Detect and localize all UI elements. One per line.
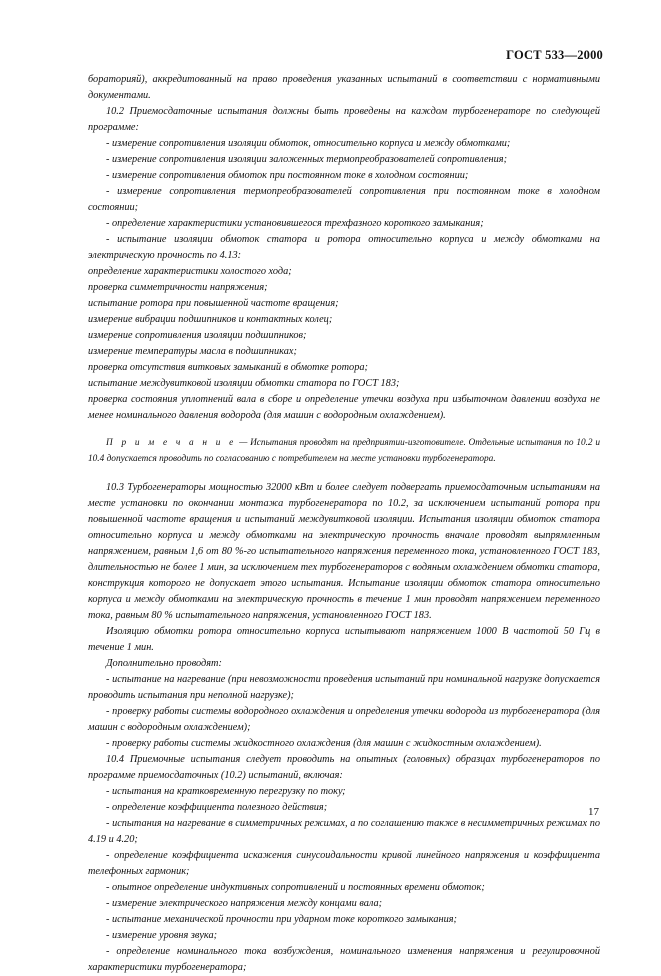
list-item: - испытания на кратковременную перегрузку по току; [106,786,346,797]
list-item: - измерение сопротивления изоляции обмоток, относительно корпуса и между обмотками; [106,138,511,149]
list-item: - определение коэффициента полезного действия; [106,802,328,813]
list-item: - проверку работы системы водородного охлаждения и определения утечки водорода из турбогенератора (для машин с водородным охлаждением); [88,706,600,733]
list-item: испытание ротора при повышенной частоте вращения; [88,298,339,309]
list-item: - испытания на нагревание в симметричных режимах, а по соглашению также в несимметричных режимах по 4.19 и 4.20; [88,818,600,845]
list-item: - измерение уровня звука; [106,930,218,941]
list-item: - испытание на нагревание (при невозможности проведения испытаний при номинальной нагрузке допускается проводить испытания при неполной нагрузке); [88,674,600,701]
list-item: - определение коэффициента искажения синусоидальности кривой линейного напряжения и коэффициента телефонных гармоник; [88,850,600,877]
document-header: ГОСТ 533—2000 [506,48,603,62]
list-item: проверка симметричности напряжения; [88,282,268,293]
list-item: проверка состояния уплотнений вала в сборе и определение утечки воздуха при избыточном давлении воздуха не менее номинального давления водорода (для машин с водородным охлаждением). [88,394,600,421]
list-item: - измерение сопротивления термопреобразователей сопротивления при постоянном токе в холодном состоянии; [88,186,600,213]
list-item: - измерение электрического напряжения между концами вала; [106,898,383,909]
list-item: определение характеристики холостого хода; [88,266,292,277]
list-item: измерение температуры масла в подшипниках; [88,346,297,357]
page-body [88,72,600,976]
paragraph: 10.4 Приемочные испытания следует проводить на опытных (головных) образцах турбогенераторов по программе приемосдаточных (10.2) испытаний, включая: [88,754,600,781]
list-item: испытание междувитковой изоляции обмотки статора по ГОСТ 183; [88,378,400,389]
page-number: 17 [588,806,599,818]
list-item: измерение сопротивления изоляции подшипников; [88,330,307,341]
paragraph: Дополнительно проводят: [106,658,222,669]
list-item: измерение вибрации подшипников и контактных колец; [88,314,333,325]
list-item: - измерение сопротивления обмоток при постоянном токе в холодном состоянии; [106,170,469,181]
list-item: - испытание механической прочности при ударном токе короткого замыкания; [106,914,457,925]
list-item: - определение характеристики установившегося трехфазного короткого замыкания; [106,218,484,229]
list-item: - опытное определение индуктивных сопротивлений и постоянных времени обмоток; [106,882,485,893]
paragraph: 10.2 Приемосдаточные испытания должны быть проведены на каждом турбогенераторе по следующей программе: [88,106,600,133]
paragraph: Изоляцию обмотки ротора относительно корпуса испытывают напряжением 1000 В частотой 50 Гц в течение 1 мин. [88,626,600,653]
paragraph: бораторияй), аккредитованный на право проведения указанных испытаний в соответствии с нормативными документами. [88,74,600,101]
list-item: - проверку работы системы жидкостного охлаждения (для машин с жидкостным охлаждением). [106,738,542,749]
list-item: - испытание изоляции обмоток статора и ротора относительно корпуса и между обмотками на электрическую прочность по 4.13: [88,234,600,261]
list-item: - определение номинального тока возбуждения, номинального изменения напряжения и регулировочной характеристики турбогенератора; [88,946,600,973]
paragraph: 10.3 Турбогенераторы мощностью 32000 кВт и более следует подвергать приемосдаточным испытаниям на месте установки по окончании монтажа турбогенератора по 10.2, за исключением испытаний ротора при повышенной частоте вращения и испытаний междувитковой изоляции. Испытания изоляции обмоток статора относительно корпуса и между обмотками на электрическую прочность вначале проводят выпрямленным напряжением, равным 1,6 от 80 %-го испытательного напряжения переменного тока, установленного ГОСТ 183, длительностью не более 1 мин, за исключением тех турбогенераторов с водяным охлаждением обмотки статора, конструкция которого не допускает этого испытания. Испытание изоляции обмоток статора относительно корпуса и между обмотками на электрическую прочность в течение 1 мин проводят напряжением переменного тока, равным 80 % испытательного напряжения, установленного ГОСТ 183. [88,482,600,621]
note [88,435,600,467]
list-item: проверка отсутствия витковых замыканий в обмотке ротора; [88,362,368,373]
note-text: — Испытания проводят на предприятии-изготовителе. Отдельные испытания по 10.2 и 10.4 допускается проводить по согласованию с потребителем на месте установки турбогенератора. [88,438,600,464]
note-label: П р и м е ч а н и е [106,438,237,448]
list-item: - измерение сопротивления изоляции заложенных термопреобразователей сопротивления; [106,154,508,165]
